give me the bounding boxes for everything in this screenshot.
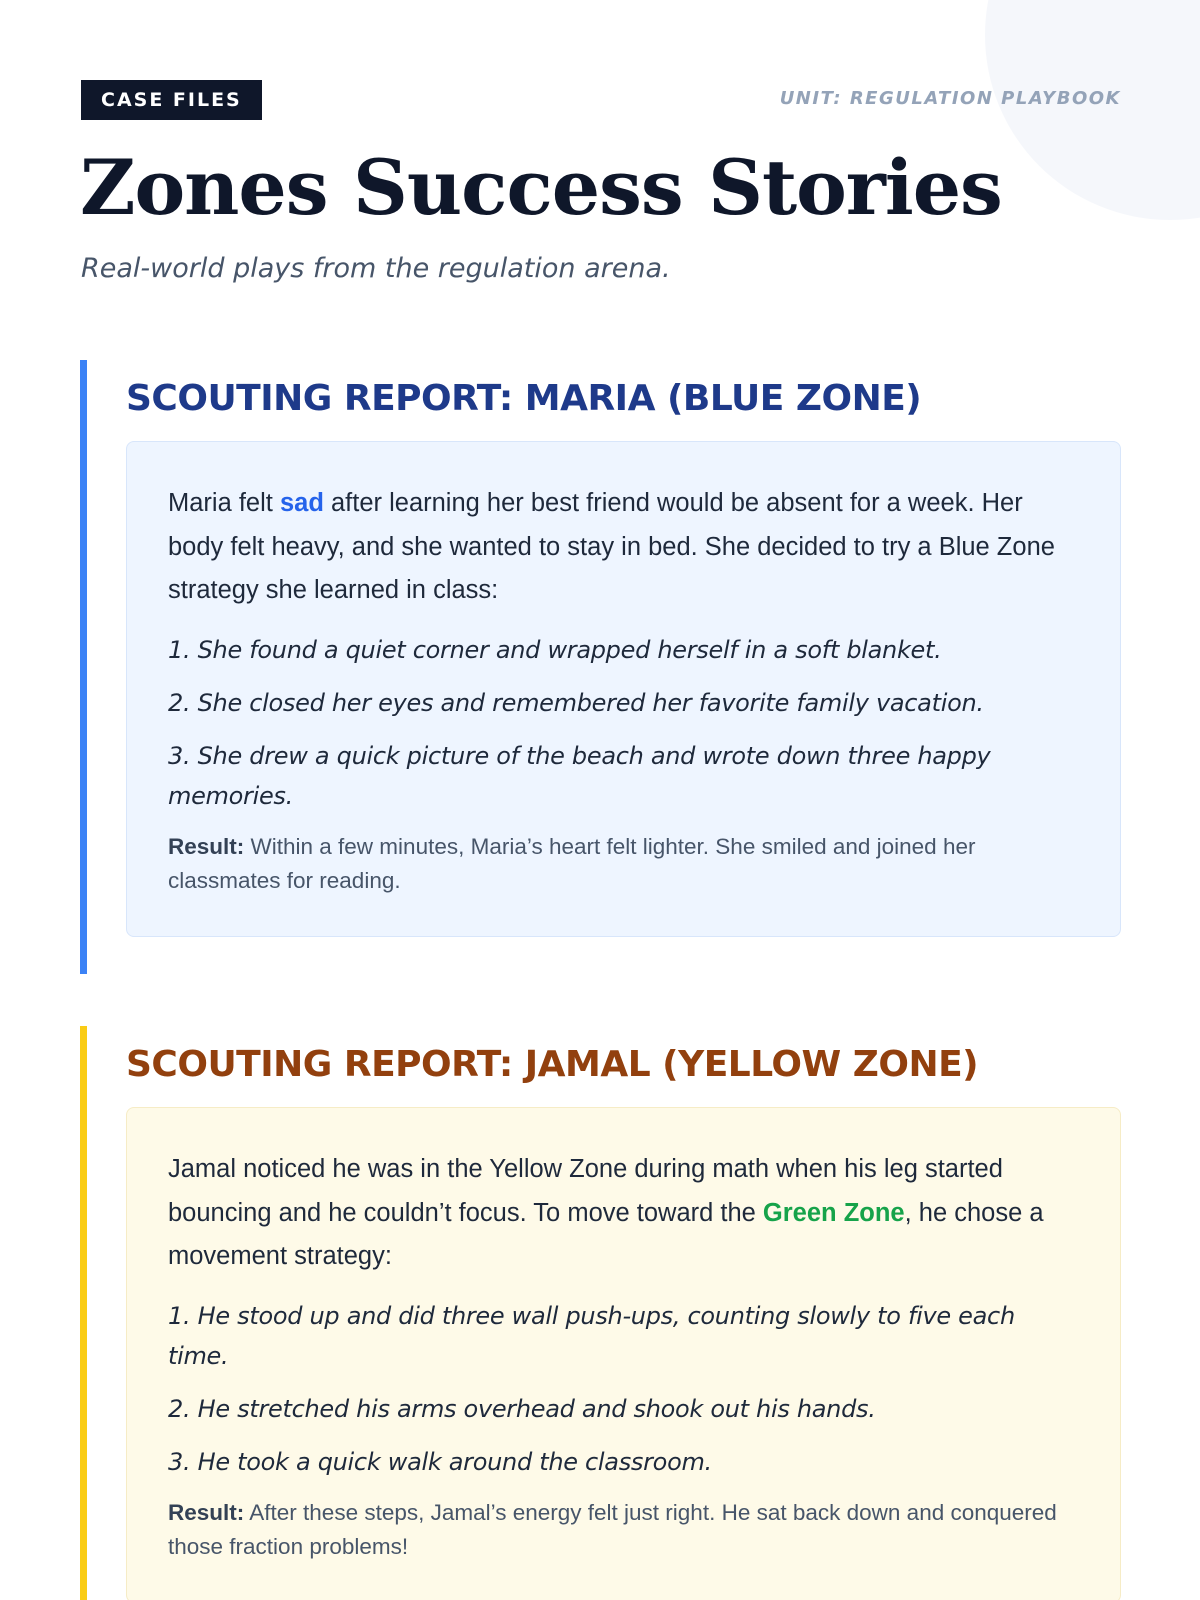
strategy-step: 2. He stretched his arms overhead and shook out his hands.: [168, 1394, 876, 1423]
report-card: [126, 1107, 1121, 1600]
page-title: Zones Success Stories: [80, 143, 1002, 232]
strategy-step: 3. She drew a quick picture of the beach and wrote down three happy memories.: [168, 741, 991, 810]
report-intro: [168, 1148, 1079, 1279]
intro-text-after: , he chose a movement strategy:: [168, 1198, 1044, 1270]
intro-text-before: Jamal noticed he was in the Yellow Zone during math when his leg started bouncing and he couldn’t focus. To move toward the: [168, 1155, 1003, 1227]
report-card: [126, 441, 1121, 937]
strategy-step: 1. He stood up and did three wall push-ups, counting slowly to five each time.: [168, 1301, 1015, 1370]
case-files-tag: CASE FILES: [81, 80, 262, 120]
intro-text-before: Maria felt: [168, 489, 280, 517]
report-result: [168, 830, 1079, 898]
result-text: Within a few minutes, Maria’s heart felt lighter. She smiled and joined her classmates for reading.: [168, 833, 976, 893]
strategy-step: 3. He took a quick walk around the classroom.: [168, 1447, 712, 1476]
strategy-step: 1. She found a quiet corner and wrapped herself in a soft blanket.: [168, 635, 942, 664]
strategy-steps: [168, 1296, 1079, 1482]
result-label: Result:: [168, 1499, 245, 1525]
zone-highlight: Green Zone: [762, 1198, 905, 1227]
decorative-corner-circle: [985, 0, 1200, 220]
scouting-report-maria: [80, 360, 1121, 974]
report-result: [168, 1496, 1079, 1564]
scouting-report-jamal: [80, 1026, 1121, 1600]
report-intro: [168, 482, 1079, 613]
strategy-steps: [168, 630, 1079, 816]
result-text: After these steps, Jamal’s energy felt just right. He sat back down and conquered those fraction problems!: [168, 1499, 1057, 1559]
unit-label: UNIT: REGULATION PLAYBOOK: [779, 88, 1121, 109]
report-heading: SCOUTING REPORT: MARIA (BLUE ZONE): [126, 378, 922, 419]
emotion-highlight: sad: [279, 489, 324, 517]
intro-text-after: after learning her best friend would be absent for a week. Her body felt heavy, and she wanted to stay in bed. She decided to try a Blue Zone strategy she learned in class:: [168, 489, 1055, 604]
page-subtitle: Real-world plays from the regulation arena.: [81, 253, 671, 284]
report-heading: SCOUTING REPORT: JAMAL (YELLOW ZONE): [126, 1044, 979, 1085]
strategy-step: 2. She closed her eyes and remembered her favorite family vacation.: [168, 688, 984, 717]
result-label: Result:: [168, 833, 245, 859]
